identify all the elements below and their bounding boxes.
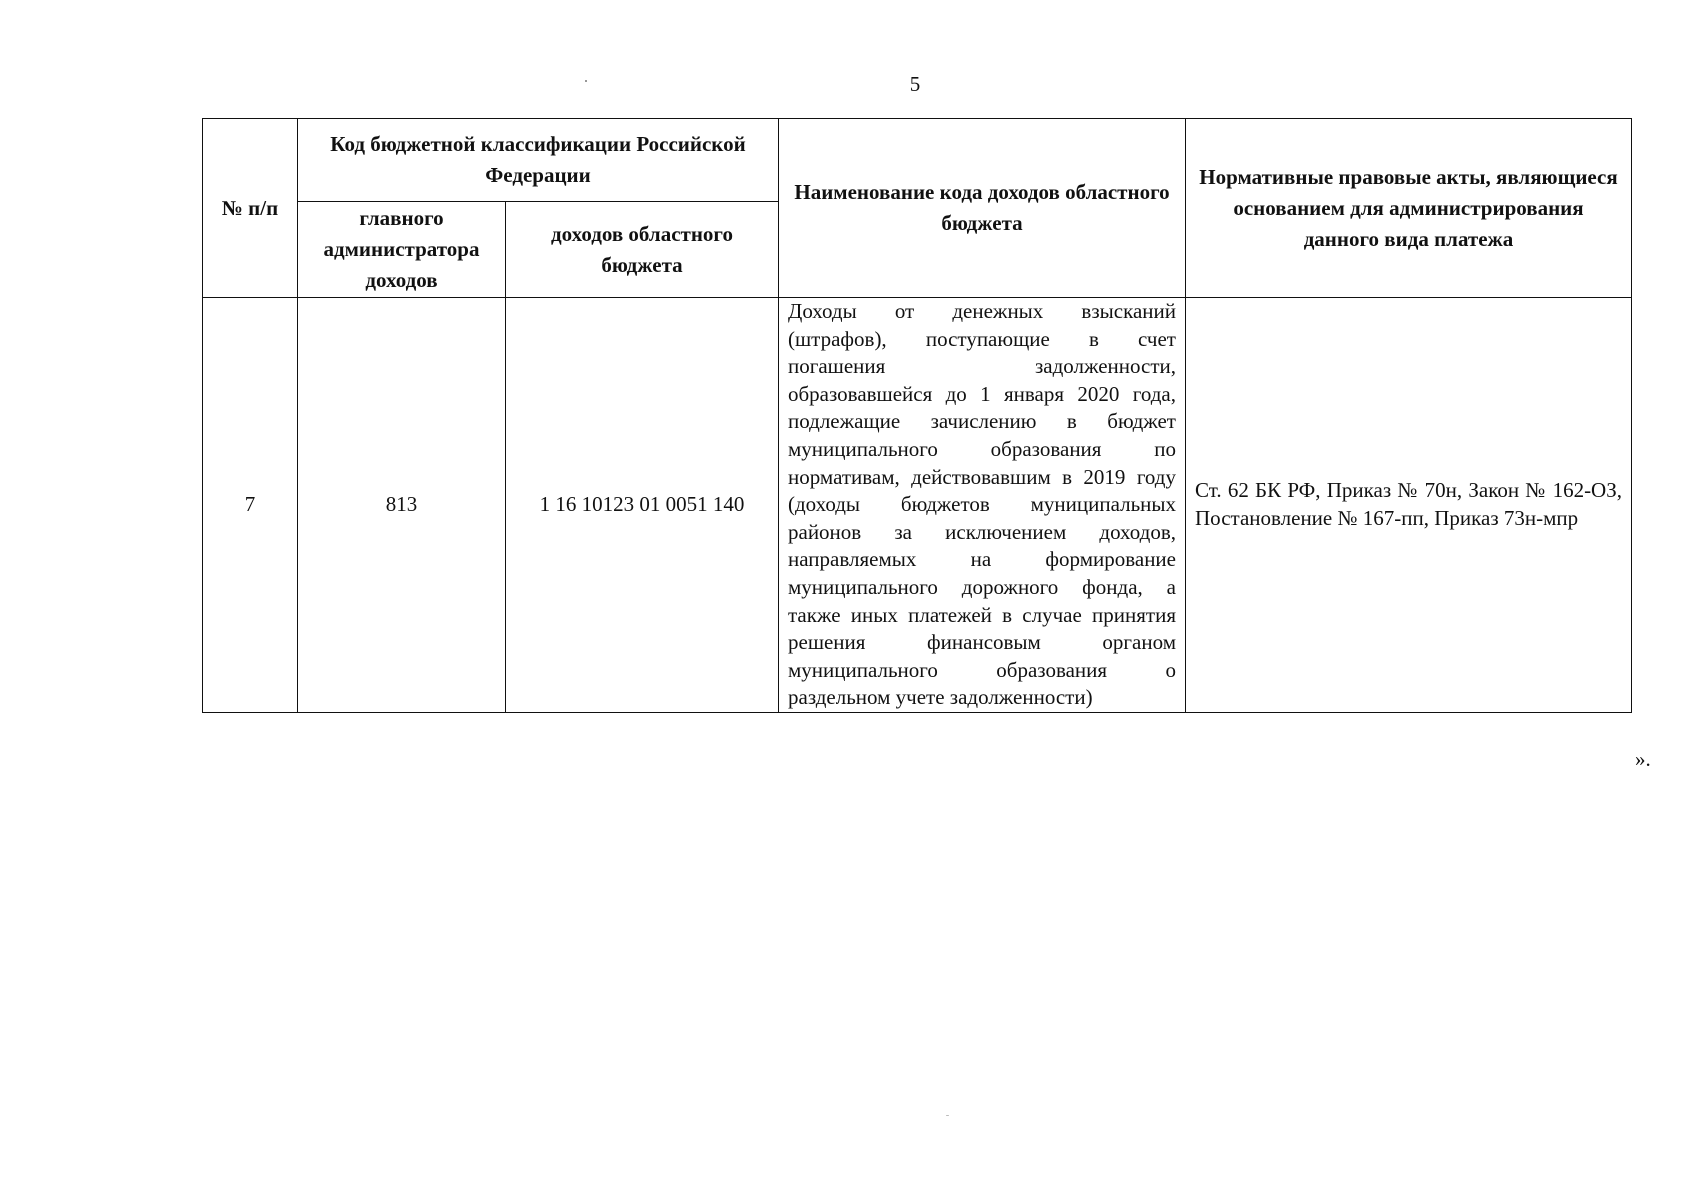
cell-legal-acts: Ст. 62 БК РФ, Приказ № 70н, Закон № 162-ОЗ, Постановление № 167-пп, Приказ 73н-мпр — [1186, 298, 1632, 713]
cell-income-name: Доходы от денежных взысканий (штрафов), поступающие в счет погашения задолженности, образовавшейся до 1 января 2020 года, подлежащие зачислению в бюджет муниципального образования по нормативам, действовавшим в 2019 году (доходы бюджетов муниципальных районов за исключением доходов, направляемых на формирование муниципального дорожного фонда, а также иных платежей в случае принятия решения финансовым органом муниципального образования о раздельном учете задолженности) — [779, 298, 1186, 713]
closing-quote-mark: ». — [1635, 747, 1651, 771]
header-income-name: Наименование кода доходов областного бюджета — [779, 119, 1186, 298]
budget-classification-table — [202, 118, 1632, 713]
header-bk-code-group: Код бюджетной классификации Российской Федерации — [298, 119, 779, 202]
header-admin-code: главного администратора доходов — [298, 202, 506, 298]
header-number: № п/п — [203, 119, 298, 298]
cell-number: 7 — [203, 298, 298, 713]
header-legal-acts: Нормативные правовые акты, являющиеся основанием для администрирования данного вида платежа — [1186, 119, 1632, 298]
cell-admin-code: 813 — [298, 298, 506, 713]
cell-income-code: 1 16 10123 01 0051 140 — [506, 298, 779, 713]
scan-speck — [946, 1115, 949, 1116]
table-header-row — [203, 119, 1632, 202]
table-row — [203, 298, 1632, 713]
scan-speck — [585, 80, 587, 82]
header-income-code: доходов областного бюджета — [506, 202, 779, 298]
page-number: 5 — [909, 72, 921, 96]
